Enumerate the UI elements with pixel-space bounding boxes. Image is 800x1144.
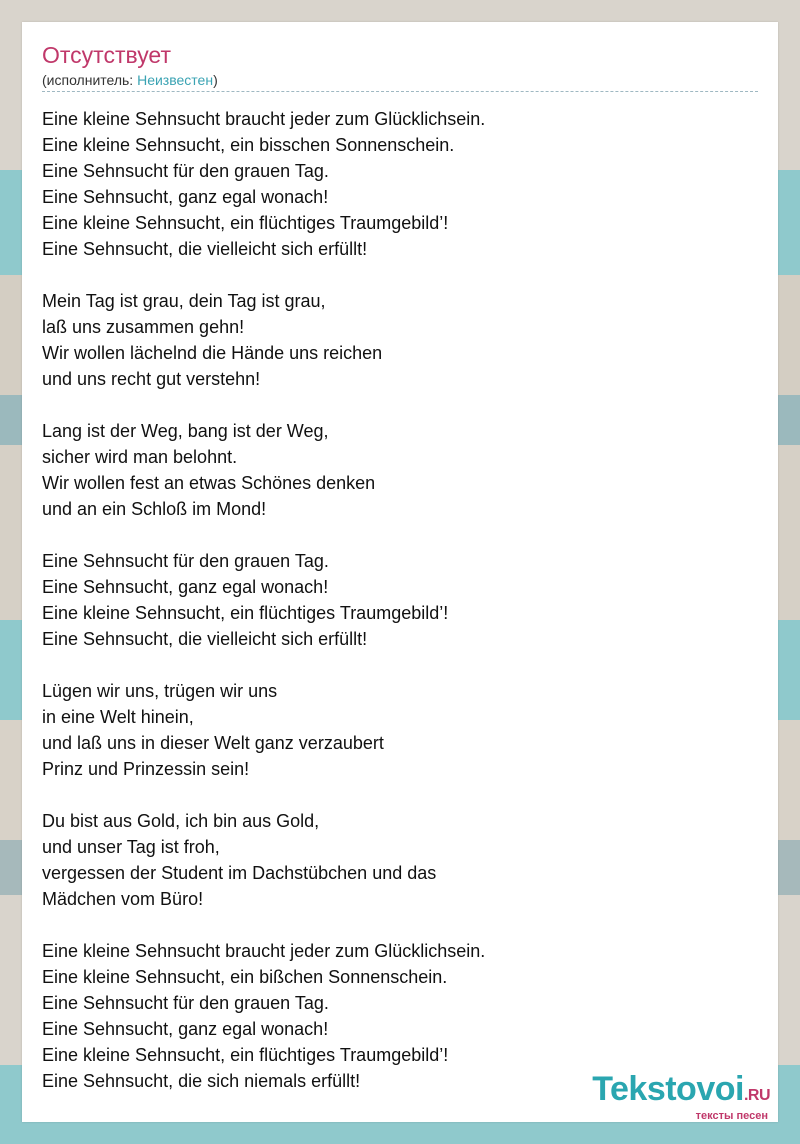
lyric-line: Prinz und Prinzessin sein! (42, 759, 250, 779)
stanza-gap (42, 912, 758, 938)
lyrics-body (42, 106, 758, 1094)
lyric-line: Eine Sehnsucht, die vielleicht sich erfüllt! (42, 239, 368, 259)
lyric-line: und an ein Schloß im Mond! (42, 499, 267, 519)
stanza-gap (42, 782, 758, 808)
lyric-line: Eine Sehnsucht für den grauen Tag. (42, 551, 329, 571)
site-logo[interactable] (592, 1072, 770, 1122)
logo-wordmark (592, 1072, 770, 1113)
lyric-line: Eine kleine Sehnsucht, ein flüchtiges Traumgebild’! (42, 1045, 449, 1065)
lyric-line: Du bist aus Gold, ich bin aus Gold, (42, 811, 320, 831)
lyric-line: laß uns zusammen gehn! (42, 317, 245, 337)
lyric-line: Lang ist der Weg, bang ist der Weg, (42, 421, 329, 441)
lyric-line: Eine kleine Sehnsucht, ein bisschen Sonnenschein. (42, 135, 455, 155)
lyric-line: in eine Welt hinein, (42, 707, 194, 727)
stanza-gap (42, 262, 758, 288)
lyric-line: Eine Sehnsucht, ganz egal wonach! (42, 1019, 329, 1039)
lyric-line: Wir wollen fest an etwas Schönes denken (42, 473, 376, 493)
lyric-line: Lügen wir uns, trügen wir uns (42, 681, 278, 701)
logo-tagline: тексты песен (695, 1110, 768, 1122)
lyric-line: Mädchen vom Büro! (42, 889, 204, 909)
lyric-line: Mein Tag ist grau, dein Tag ist grau, (42, 291, 326, 311)
stanza-gap (42, 652, 758, 678)
artist-link[interactable]: Неизвестен (137, 72, 214, 88)
lyric-line: und laß uns in dieser Welt ganz verzaubert (42, 733, 384, 753)
lyric-line: vergessen der Student im Dachstübchen und das (42, 863, 437, 883)
lyric-line: Eine kleine Sehnsucht braucht jeder zum Glücklichsein. (42, 941, 486, 961)
lyric-line: Eine Sehnsucht, ganz egal wonach! (42, 577, 329, 597)
stanza-gap (42, 392, 758, 418)
lyric-line: Eine Sehnsucht, ganz egal wonach! (42, 187, 329, 207)
artist-line (42, 71, 758, 89)
lyric-line: Eine kleine Sehnsucht, ein flüchtiges Traumgebild’! (42, 213, 449, 233)
logo-tld: .RU (743, 1087, 770, 1104)
lyrics-card (22, 22, 778, 1122)
song-title: Отсутствует (42, 42, 171, 68)
divider (42, 91, 758, 92)
lyric-line: Eine kleine Sehnsucht, ein bißchen Sonnenschein. (42, 967, 448, 987)
artist-prefix: (исполнитель: (42, 72, 138, 88)
lyric-line: Eine Sehnsucht für den grauen Tag. (42, 993, 329, 1013)
stanza-gap (42, 522, 758, 548)
lyric-line: und uns recht gut verstehn! (42, 369, 261, 389)
lyric-line: Eine Sehnsucht, die sich niemals erfüllt! (42, 1071, 361, 1091)
lyric-line: Wir wollen lächelnd die Hände uns reichen (42, 343, 383, 363)
lyric-line: Eine Sehnsucht, die vielleicht sich erfüllt! (42, 629, 368, 649)
artist-suffix: ) (213, 72, 218, 88)
lyric-line: und unser Tag ist froh, (42, 837, 220, 857)
lyric-line: Eine Sehnsucht für den grauen Tag. (42, 161, 329, 181)
lyric-line: Eine kleine Sehnsucht braucht jeder zum Glücklichsein. (42, 109, 486, 129)
lyric-line: sicher wird man belohnt. (42, 447, 238, 467)
lyric-line: Eine kleine Sehnsucht, ein flüchtiges Traumgebild’! (42, 603, 449, 623)
logo-name: Tekstovoi (592, 1070, 744, 1108)
